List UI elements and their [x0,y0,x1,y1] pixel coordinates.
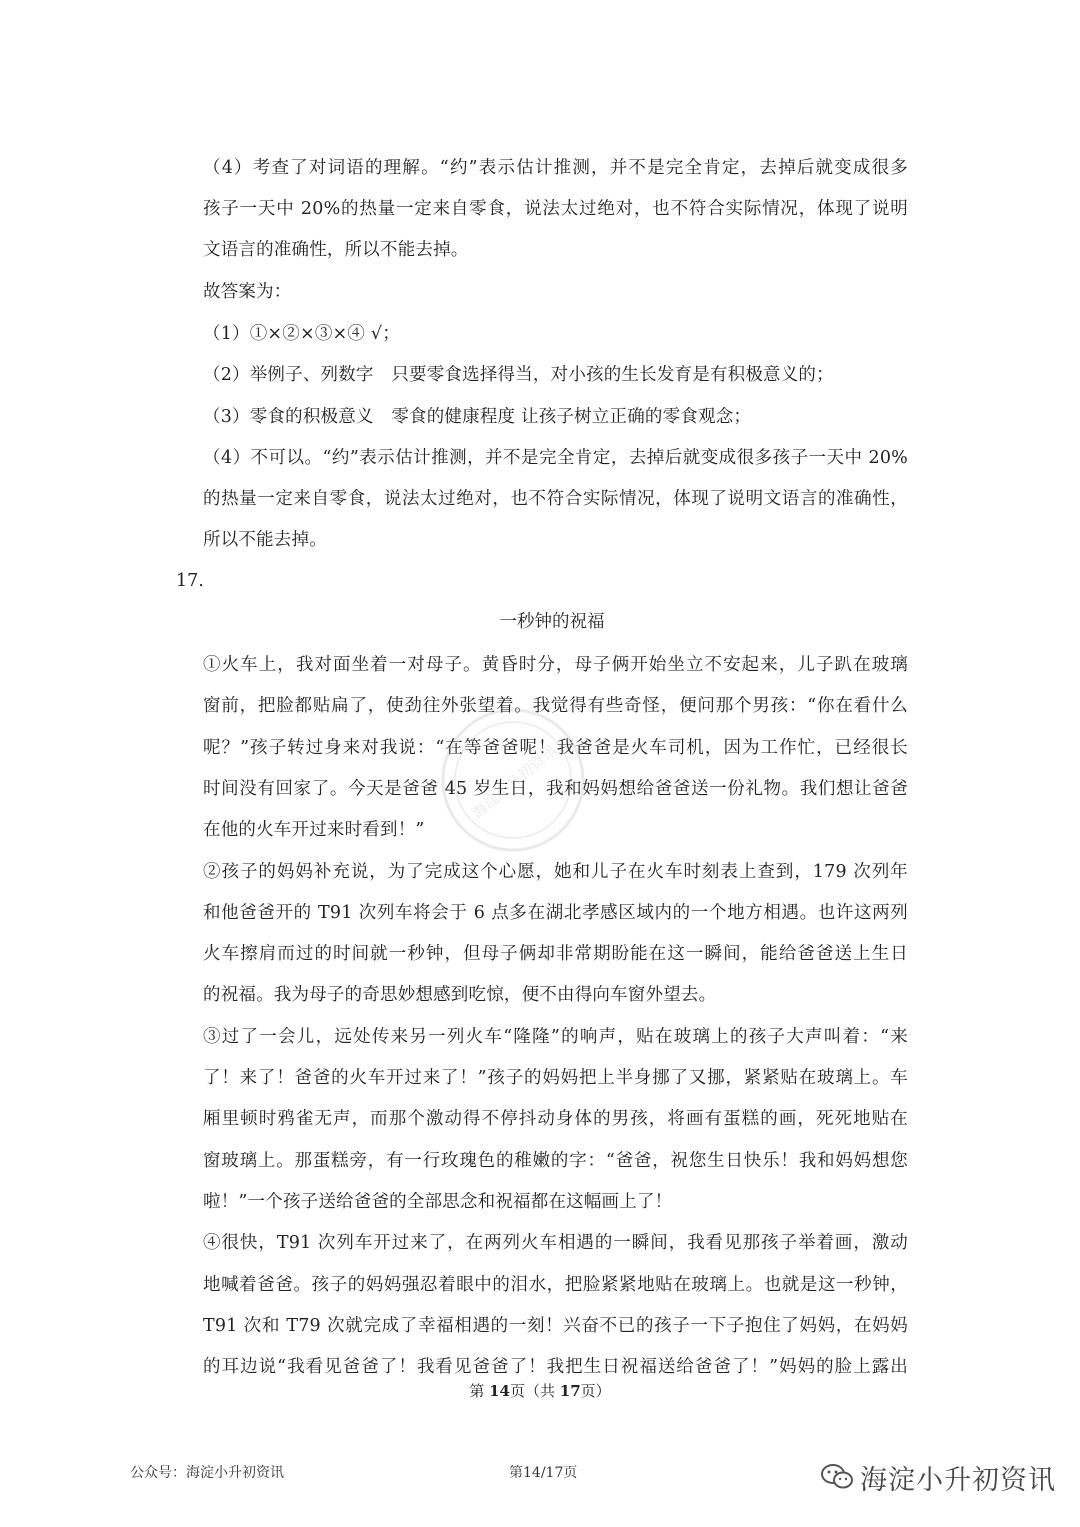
question-number: 17. [176,571,204,591]
answer-item4-line2: 孩子一天中 20%的热量一定来自零食，说法太过绝对，也不符合实际情况，体现了说明 [203,199,908,219]
page-total: 17 [559,1382,581,1400]
page-mid: 页（共 [509,1382,560,1400]
passage-line: ③过了一会儿，远处传来另一列火车“隆隆”的响声，贴在玻璃上的孩子大声叫着：“来 [203,1027,908,1047]
passage-line: 了！来了！爸爸的火车开过来了！”孩子的妈妈把上半身挪了又挪，紧紧贴在玻璃上。车 [203,1068,908,1088]
footer-account-label: 公众号：海淀小升初资讯 [130,1465,284,1481]
passage-line: 窗玻璃上。那蛋糕旁，有一行玫瑰色的稚嫩的字：“爸爸，祝您生日快乐！我和妈妈想您 [203,1151,908,1171]
brand-mark [820,1457,1056,1497]
passage-line: 啦！”一个孩子送给爸爸的全部思念和祝福都在这幅画上了！ [203,1192,673,1212]
brand-text: 海淀小升初资讯 [860,1464,1056,1496]
watermark-stamp-icon [438,705,588,855]
answer-item4-line3: 文语言的准确性，所以不能去掉。 [203,240,469,260]
page-prefix: 第 [469,1382,490,1400]
answer-item4-line1: （4）考查了对词语的理解。“约”表示估计推测，并不是完全肯定，去掉后就变成很多 [203,158,908,178]
passage-line: 地喊着爸爸。孩子的妈妈强忍着眼中的泪水，把脸紧紧地贴在玻璃上。也就是这一秒钟， [203,1275,908,1295]
answer-1: （1）①×②×③×④ √； [203,324,400,344]
page-suffix: 页） [580,1382,611,1400]
passage-line: ②孩子的妈妈补充说，为了完成这个心愿，她和儿子在火车时刻表上查到，179 次列年 [203,862,908,882]
passage-line: T91 次和 T79 次就完成了幸福相遇的一刻！兴奋不已的孩子一下子抱住了妈妈，在妈妈 [203,1316,908,1336]
answer-4-line3: 所以不能去掉。 [203,530,327,550]
passage-title: 一秒钟的祝福 [499,612,605,632]
footer-page-label: 第14/17页 [509,1465,578,1481]
passage-line: 火车擦肩而过的时间就一秒钟，但母子俩却非常期盼能在这一瞬间，能给爸爸送上生日 [203,944,908,964]
passage-line: 窗前，把脸都贴扁了，使劲往外张望着。我觉得有些奇怪，便问那个男孩：“你在看什么 [203,696,908,716]
svg-text:海淀小升初资讯: 海淀小升初资讯 [468,740,561,823]
page-number [0,1380,1080,1401]
passage-line: 和他爸爸开的 T91 次列车将会于 6 点多在湖北孝感区域内的一个地方相遇。也许这两列 [203,903,908,923]
answer-3: （3）零食的积极意义 零食的健康程度 让孩子树立正确的零食观念； [203,407,752,427]
answer-4-line1: （4）不可以。“约”表示估计推测，并不是完全肯定，去掉后就变成很多孩子一天中 20% [203,448,908,468]
answer-4-line2: 的热量一定来自零食，说法太过绝对，也不符合实际情况，体现了说明文语言的准确性， [203,489,908,509]
answer-2: （2）举例子、列数字 只要零食选择得当，对小孩的生长发育是有积极意义的； [203,365,834,385]
conclusion-label: 故答案为： [203,282,292,302]
passage-line: 时间没有回家了。今天是爸爸 45 岁生日，我和妈妈想给爸爸送一份礼物。我们想让爸爸 [203,779,908,799]
passage-line: 呢？”孩子转过身来对我说：“在等爸爸呢！我爸爸是火车司机，因为工作忙，已经很长 [203,738,908,758]
passage-line: 在他的火车开过来时看到！” [203,820,425,840]
wechat-icon [820,1462,854,1492]
passage-line: 的祝福。我为母子的奇思妙想感到吃惊，便不由得向车窗外望去。 [203,985,717,1005]
passage-line: 厢里顿时鸦雀无声，而那个激动得不停抖动身体的男孩，将画有蛋糕的画，死死地贴在 [203,1109,908,1129]
passage-line: ④很快，T91 次列车开过来了，在两列火车相遇的一瞬间，我看见那孩子举着画，激动 [203,1233,908,1253]
page-current: 14 [489,1382,510,1400]
passage-line: 的耳边说“我看见爸爸了！我看见爸爸了！我把生日祝福送给爸爸了！”妈妈的脸上露出 [203,1357,908,1377]
passage-line: ①火车上，我对面坐着一对母子。黄昏时分，母子俩开始坐立不安起来，儿子趴在玻璃 [203,655,908,675]
